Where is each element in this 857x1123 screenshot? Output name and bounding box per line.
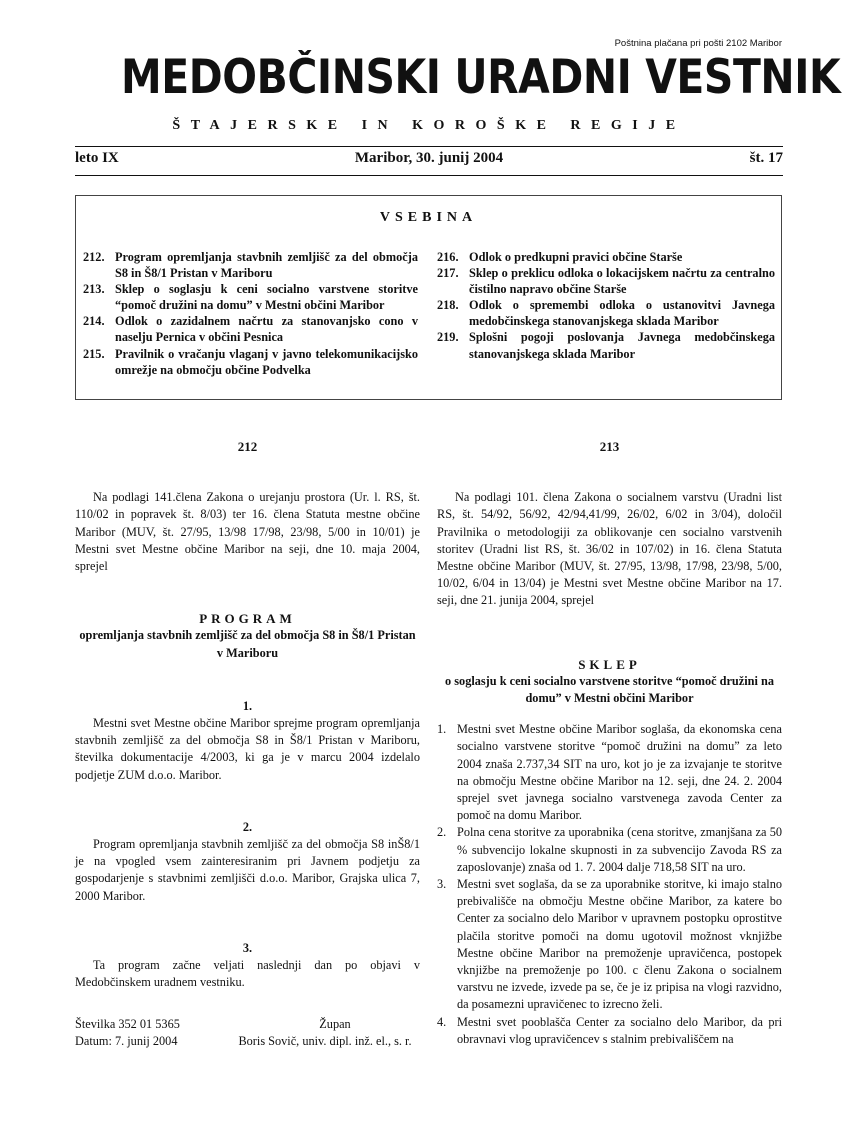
list-item-text: Mestni svet pooblašča Center za socialno delo Maribor, da pri obravnavi vlog upravičencev s stalnim prebivališčem na bbox=[457, 1014, 782, 1046]
toc-item-text: Odlok o zazidalnem načrtu za stanovanjsko cono v naselju Pernica v občini Pesnica bbox=[115, 314, 418, 345]
issue-year: leto IX bbox=[75, 150, 119, 166]
toc-item bbox=[437, 249, 775, 265]
section-text: Ta program začne veljati naslednji dan po objavi v Medobčinskem uradnem vestniku. bbox=[75, 958, 420, 990]
toc-item bbox=[437, 329, 775, 361]
list-item-number: 1. bbox=[437, 722, 447, 737]
article-title: PROGRAM bbox=[199, 611, 296, 627]
toc-item bbox=[83, 346, 418, 378]
list-item bbox=[437, 876, 782, 1014]
header-rule-bottom bbox=[75, 175, 783, 176]
toc-item-number: 212. bbox=[83, 250, 105, 264]
section-number: 2. bbox=[242, 819, 253, 834]
toc-item-text: Program opremljanja stavbnih zemljišč za del območja S8 in Š8/1 Pristan v Mariboru bbox=[115, 250, 418, 281]
postage-note: Poštnina plačana pri pošti 2102 Maribor bbox=[614, 38, 782, 49]
toc-item bbox=[437, 265, 775, 297]
article-title: SKLEP bbox=[578, 656, 641, 672]
toc-left-column bbox=[83, 249, 418, 378]
header-rule-top bbox=[75, 146, 783, 147]
list-item bbox=[437, 824, 782, 876]
list-item bbox=[437, 721, 782, 824]
toc-item bbox=[83, 313, 418, 345]
toc-item-number: 214. bbox=[83, 314, 105, 329]
section-text: Program opremljanja stavbnih zemljišč za del območja S8 inŠ8/1 je na vpogled vsem zainteresiranim pri Javnem podjetju za gospodarjenje s stavbnimi zemljišči d.o.o. Maribor, Grajska ulica 7, 2000 Maribor. bbox=[75, 837, 420, 903]
section-number: 1. bbox=[242, 698, 253, 713]
list-item-text: Mestni svet soglaša, da se za uporabnike storitve, ki imajo stalno prebivališče na območju Mestne občine Maribor, za katere bo Center za socialno delo Maribor v upravnem postopku oprostitve plačila storitve pomoči na domu ugotovil možnost vknjižbe Mestne občine Maribor na premoženje upravičenca, postopek vknjižbe na premoženje po 100. c členu Zakona o socialnem varstvu ne izvede, izvede pa se, če je iz pripisa na vlogi razvidno, da posamezni upravičenec to izrecno želi. bbox=[457, 877, 782, 1012]
toc-item bbox=[83, 249, 418, 281]
article-subtitle: opremljanja stavbnih zemljišč za del območja S8 in Š8/1 Pristan v Mariboru bbox=[79, 628, 416, 660]
article-number: 213 bbox=[599, 439, 620, 454]
issue-number: št. 17 bbox=[749, 150, 783, 166]
toc-item-text: Odlok o spremembi odloka o ustanovitvi Javnega medobčinskega stanovanjskega sklada Maribor bbox=[469, 298, 775, 329]
toc-item-number: 215. bbox=[83, 346, 105, 361]
list-item-text: Mestni svet Mestne občine Maribor soglaša, da ekonomska cena socialno varstvene storitve “pomoč družini na domu” za leto 2004 znaša 2.737,34 SIT na uro, kot jo je za izvajanje te storitve na območju Mestne občine Maribor na 12. seji, dne 24. 2. 2004 sprejel svet javnega socialno varstvenega zavoda Center za pomoč na domu Maribor. bbox=[457, 722, 782, 823]
toc-title: VSEBINA bbox=[379, 210, 478, 225]
toc-item-text: Odlok o predkupni pravici občine Starše bbox=[469, 250, 683, 264]
list-item bbox=[437, 1014, 782, 1048]
article-number: 212 bbox=[237, 439, 258, 454]
list-item-number: 2. bbox=[437, 825, 447, 840]
list-item-number: 4. bbox=[437, 1014, 447, 1029]
issue-date: Maribor, 30. junij 2004 bbox=[354, 150, 504, 166]
toc-item-text: Pravilnik o vračanju vlaganj v javno telekomunikacijsko omrežje na območju občine Podvelka bbox=[115, 346, 418, 377]
signature-block bbox=[230, 1016, 420, 1050]
section-number: 3. bbox=[242, 940, 253, 955]
toc-item bbox=[83, 281, 418, 313]
article-subtitle: o soglasju k ceni socialno varstvene storitve “pomoč družini na domu” v Mestni občini Maribor bbox=[445, 673, 774, 706]
section-text: Mestni svet Mestne občine Maribor sprejme program opremljanja stavbnih zemljišč za del območja S8 in Š8/1 Pristan v Mariboru, številka dokumentacije 4/2003, ki ga je v marcu 2004 izdelalo podjetje ZUM d.o.o. Maribor. bbox=[75, 716, 420, 782]
article-intro: Na podlagi 101. člena Zakona o socialnem varstvu (Uradni list RS, št. 54/92, 56/92, 42/94,41/99, 26/02, 6/02 in 3/04), določil Pravilnika o metodologiji za oblikovanje cen socialno varstvenih storitev (Uradni list RS, št. 36/02 in 107/02) in 16. člena Statuta Mestne občine Maribor (MUV, št. 27/95, 13/98, 17/98, 23/98, 5/00, 10/02, 6/04 in 13/04) je Mestni svet Mestne občine Maribor na 17. seji, dne 21. junija 2004, sprejel bbox=[437, 490, 782, 608]
article-sections bbox=[75, 662, 420, 992]
toc-item-text: Sklep o soglasju k ceni socialno varstvene storitve “pomoč družini na domu” v Mestni občini Maribor bbox=[115, 282, 418, 313]
signer-title: Župan bbox=[319, 1017, 351, 1031]
list-item-text: Polna cena storitve za uporabnika (cena storitve, zmanjšana za 50 % subvencijo lokalne skupnosti in za subvencijo Zavoda RS za zaposlovanje) znaša od 1. 7. 2004 dalje 718,58 SIT na uro. bbox=[457, 825, 782, 874]
reference-block bbox=[75, 1016, 180, 1050]
toc-item-number: 217. bbox=[437, 266, 459, 281]
toc-item bbox=[437, 297, 775, 329]
signer-name: Boris Sovič, univ. dipl. inž. el., s. r. bbox=[238, 1034, 412, 1048]
toc-item-number: 216. bbox=[437, 250, 459, 264]
toc-right-column bbox=[437, 249, 775, 362]
reference-number: Številka 352 01 5365 bbox=[75, 1017, 180, 1031]
issue-info-row bbox=[75, 150, 783, 172]
toc-item-number: 213. bbox=[83, 282, 105, 297]
toc-item-number: 218. bbox=[437, 298, 459, 313]
toc-item-number: 219. bbox=[437, 330, 459, 345]
list-item-number: 3. bbox=[437, 877, 447, 892]
article-items bbox=[437, 721, 782, 1048]
article-212 bbox=[75, 438, 420, 991]
article-intro: Na podlagi 141.člena Zakona o urejanju prostora (Ur. l. RS, št. 110/02 in popravek št. 8/03) ter 16. člena Statuta mestne občine Maribor (MUV, št. 27/95, 13/98 17/98, 23/98, 5/00 in 10/01) je Mestni svet Mestne občine Maribor na seji, dne 10. maja 2004, sprejel bbox=[75, 490, 420, 574]
masthead-title: MEDOBČINSKI URADNI VESTNIK bbox=[121, 50, 841, 105]
table-of-contents bbox=[75, 195, 782, 400]
masthead-subtitle: ŠTAJERSKE IN KOROŠKE REGIJE bbox=[172, 118, 686, 133]
toc-item-text: Splošni pogoji poslovanja Javnega medobčinskega stanovanjskega sklada Maribor bbox=[469, 330, 775, 361]
article-213 bbox=[437, 438, 782, 1048]
reference-date: Datum: 7. junij 2004 bbox=[75, 1034, 178, 1048]
toc-item-text: Sklep o preklicu odloka o lokacijskem načrtu za centralno čistilno napravo občine Starše bbox=[469, 266, 775, 297]
